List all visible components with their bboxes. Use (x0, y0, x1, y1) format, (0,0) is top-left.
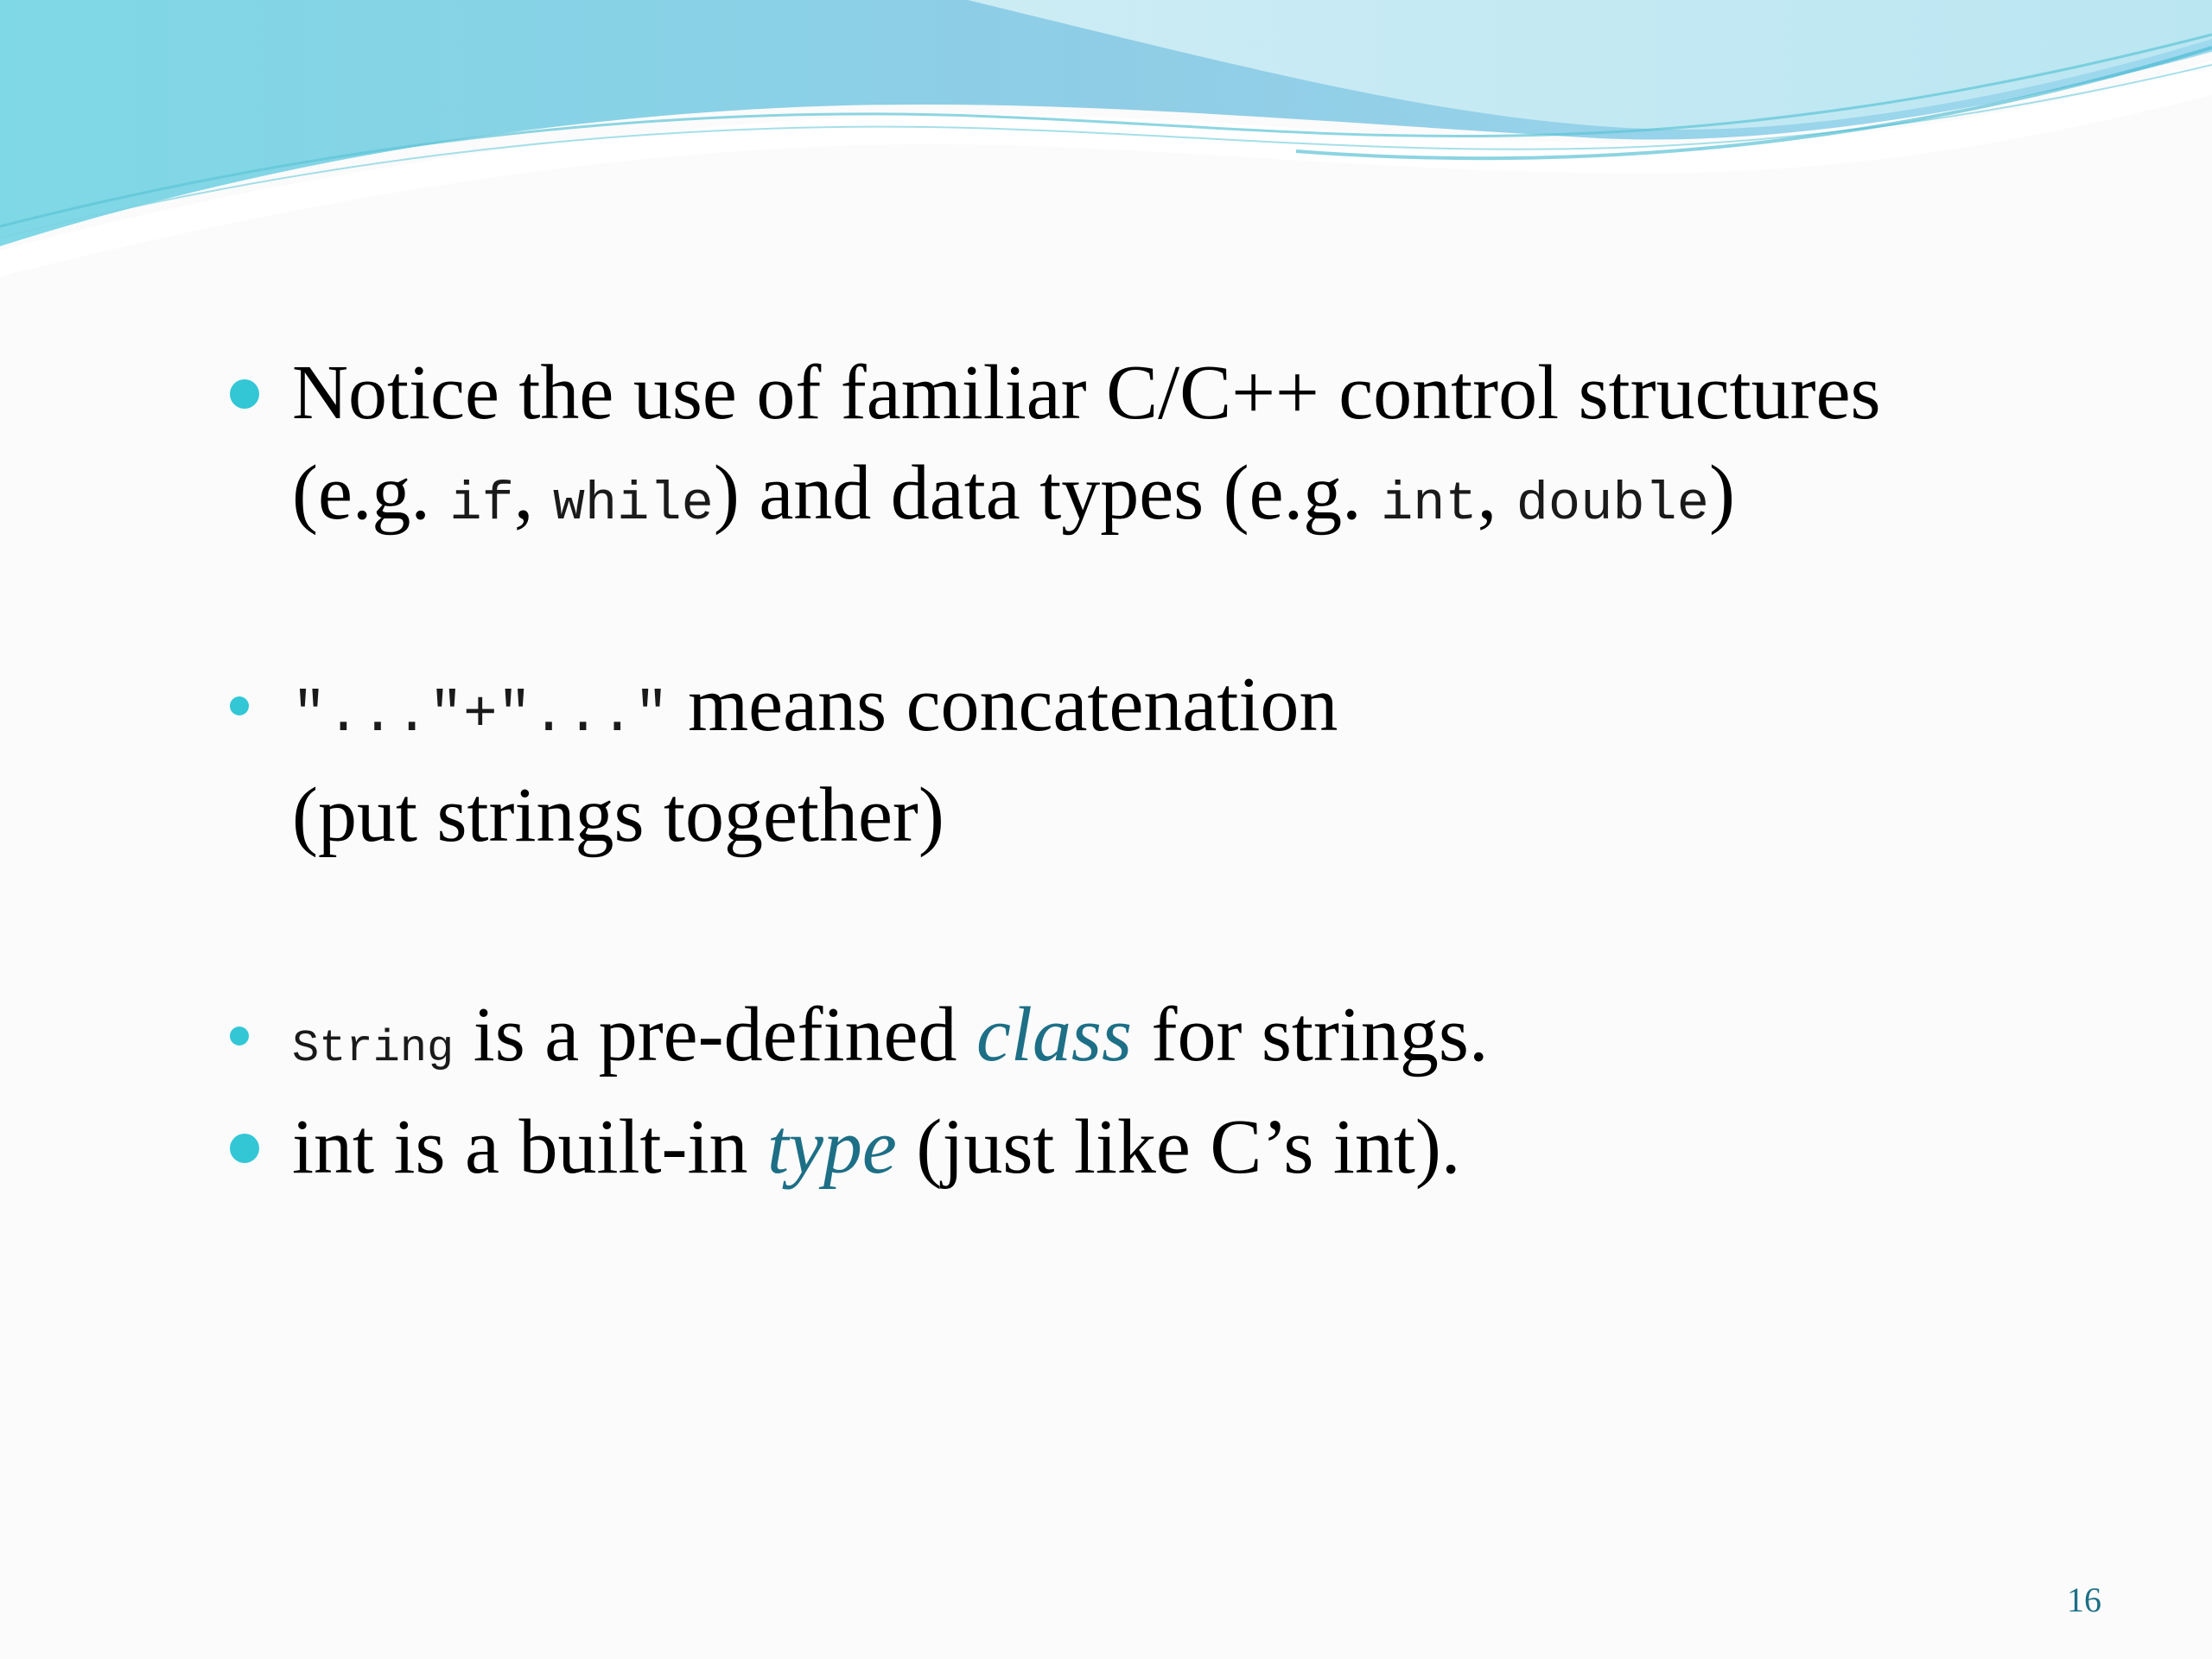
bullet-dot-icon (230, 1134, 259, 1163)
bullet-1-line-2 (292, 443, 1881, 555)
bullet-item-int-type (292, 1097, 1460, 1198)
bullet-item-control-structures (292, 343, 1881, 555)
code-if: if (449, 474, 514, 535)
text-segment: int is a built-in (292, 1104, 767, 1190)
bullet-item-concatenation (292, 655, 1338, 866)
bullet-1-line-1: Notice the use of familiar C/C++ control structures (292, 350, 1881, 435)
code-while: while (552, 474, 714, 535)
code-int: int (1381, 474, 1478, 535)
emphasis-type: type (766, 1104, 897, 1190)
text-segment: ) and data types (e.g. (713, 450, 1382, 536)
bullet-4-line-1 (292, 1097, 1460, 1198)
text-segment: , (1477, 450, 1516, 536)
text-segment: is a pre-defined (454, 992, 976, 1077)
bullet-3-line-1 (292, 985, 1488, 1099)
bullet-dot-icon (230, 1027, 249, 1046)
code-string: String (292, 1023, 454, 1074)
bullet-item-string-class (292, 985, 1488, 1099)
text-segment: , (513, 450, 553, 536)
text-segment: (just like C’s int). (896, 1104, 1461, 1190)
bullet-dot-icon (230, 379, 259, 409)
text-segment: means concatenation (668, 662, 1338, 747)
bullet-2-line-2: (put strings together) (292, 772, 944, 858)
bullet-dot-icon (230, 696, 249, 715)
code-concatenation: "..."+"..." (292, 683, 669, 747)
code-double: double (1516, 474, 1709, 535)
text-segment: (e.g. (292, 450, 450, 536)
bullet-2-line-1 (292, 655, 1338, 766)
text-segment: ) (1708, 450, 1735, 536)
text-segment: for strings. (1131, 992, 1489, 1077)
page-number: 16 (2067, 1580, 2101, 1619)
emphasis-class: class (976, 992, 1132, 1077)
